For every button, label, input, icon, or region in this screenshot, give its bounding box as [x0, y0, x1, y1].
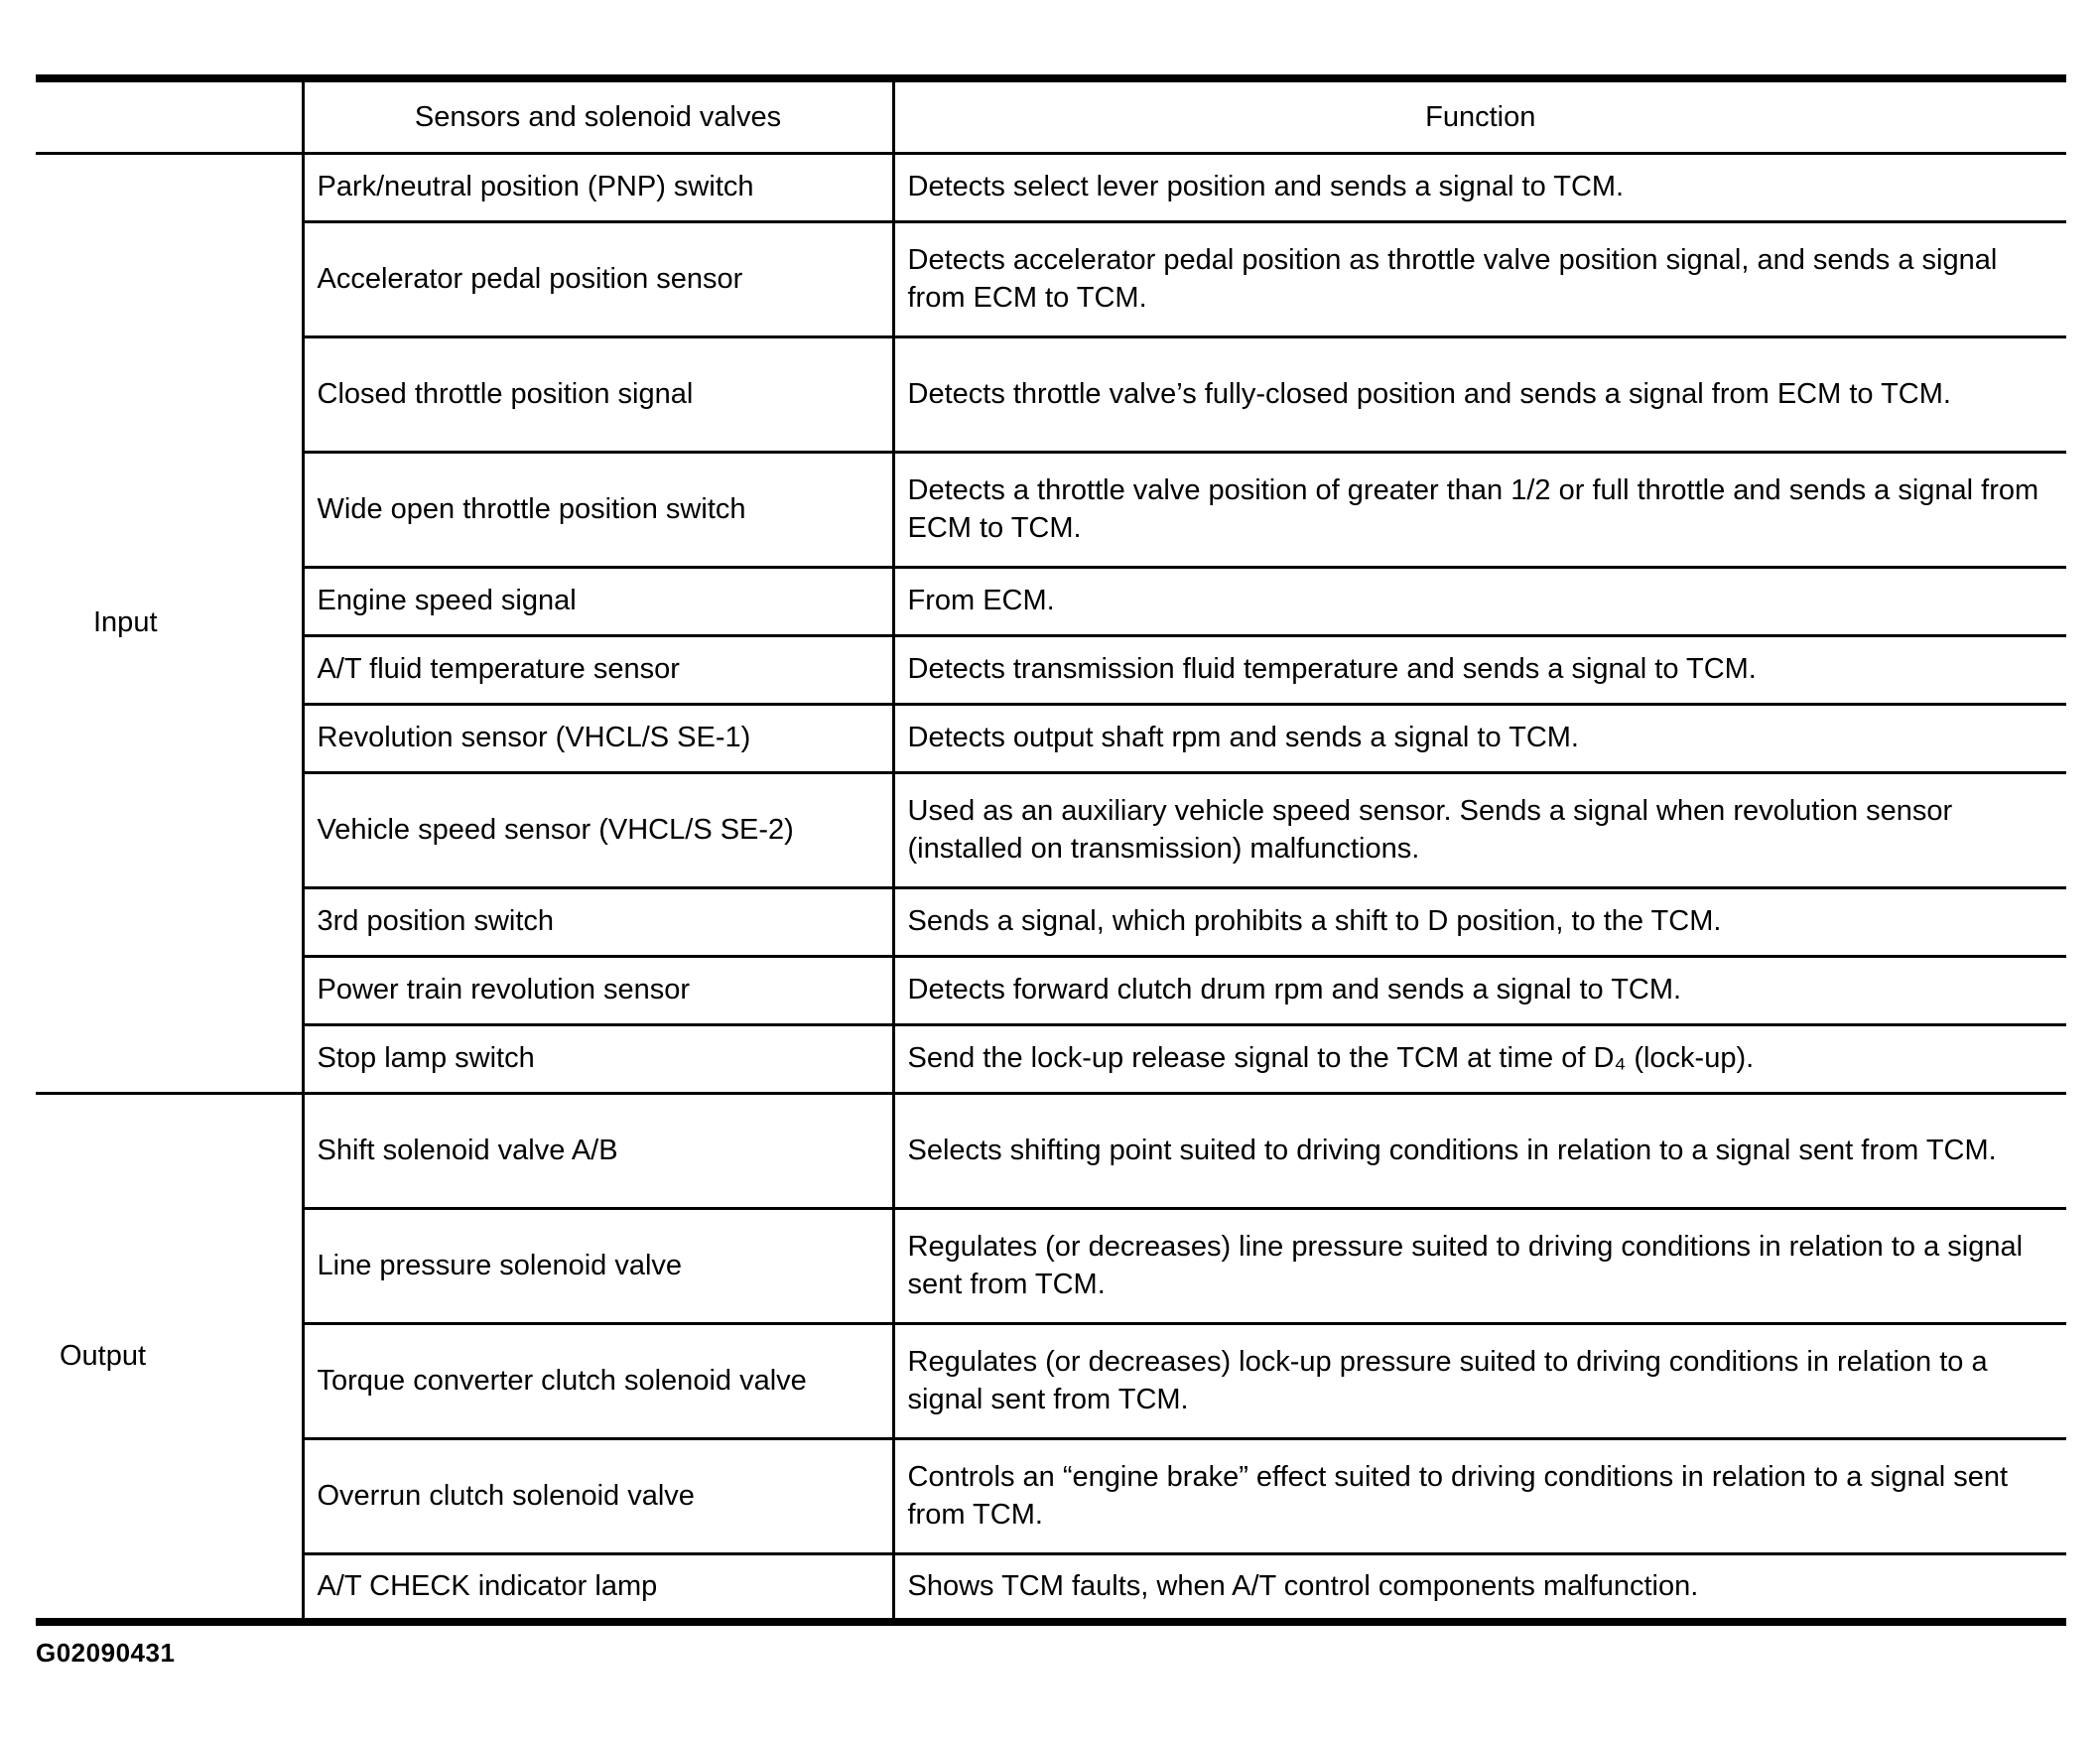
function-cell: Detects forward clutch drum rpm and sends a signal to TCM. [893, 956, 2066, 1024]
function-cell: From ECM. [893, 567, 2066, 635]
sensors-header: Sensors and solenoid valves [303, 78, 893, 153]
sensor-cell: Wide open throttle position switch [303, 452, 893, 567]
sensor-cell: Stop lamp switch [303, 1024, 893, 1093]
function-cell: Detects throttle valve’s fully-closed position and sends a signal from ECM to TCM. [893, 336, 2066, 452]
function-header: Function [893, 78, 2066, 153]
sensor-cell: Revolution sensor (VHCL/S SE-1) [303, 704, 893, 772]
table-row [36, 452, 2066, 567]
figure-id: G02090431 [36, 1638, 176, 1668]
table-row [36, 221, 2066, 336]
function-cell: Send the lock-up release signal to the TCM at time of D₄ (lock-up). [893, 1024, 2066, 1093]
function-cell: Controls an “engine brake” effect suited to driving conditions in relation to a signal sent from TCM. [893, 1438, 2066, 1553]
table-row [36, 336, 2066, 452]
table-row [36, 1438, 2066, 1553]
table-row [36, 153, 2066, 221]
sensor-cell: Engine speed signal [303, 567, 893, 635]
table-row [36, 1208, 2066, 1323]
sensor-cell: Park/neutral position (PNP) switch [303, 153, 893, 221]
function-cell: Selects shifting point suited to driving conditions in relation to a signal sent from TCM. [893, 1093, 2066, 1208]
sensor-cell: Overrun clutch solenoid valve [303, 1438, 893, 1553]
header-row [36, 78, 2066, 153]
corner-cell [36, 78, 303, 153]
function-cell: Detects a throttle valve position of greater than 1/2 or full throttle and sends a signal from ECM to TCM. [893, 452, 2066, 567]
sensor-cell: Line pressure solenoid valve [303, 1208, 893, 1323]
table-row [36, 1024, 2066, 1093]
sensors-function-table [36, 74, 2066, 1626]
sensor-cell: 3rd position switch [303, 887, 893, 956]
sensor-cell: Power train revolution sensor [303, 956, 893, 1024]
sensor-cell: A/T CHECK indicator lamp [303, 1553, 893, 1622]
sensor-cell: Shift solenoid valve A/B [303, 1093, 893, 1208]
sensor-cell: Torque converter clutch solenoid valve [303, 1323, 893, 1438]
function-cell: Regulates (or decreases) line pressure suited to driving conditions in relation to a signal sent from TCM. [893, 1208, 2066, 1323]
function-cell: Detects output shaft rpm and sends a signal to TCM. [893, 704, 2066, 772]
table-row [36, 1553, 2066, 1622]
sensor-cell: A/T fluid temperature sensor [303, 635, 893, 704]
function-cell: Shows TCM faults, when A/T control components malfunction. [893, 1553, 2066, 1622]
sensor-cell: Closed throttle position signal [303, 336, 893, 452]
sensor-cell: Accelerator pedal position sensor [303, 221, 893, 336]
table-row [36, 772, 2066, 887]
table-row [36, 704, 2066, 772]
table-row [36, 567, 2066, 635]
table-row [36, 956, 2066, 1024]
function-cell: Detects accelerator pedal position as throttle valve position signal, and sends a signal from ECM to TCM. [893, 221, 2066, 336]
function-cell: Detects transmission fluid temperature and sends a signal to TCM. [893, 635, 2066, 704]
function-cell: Regulates (or decreases) lock-up pressure suited to driving conditions in relation to a signal sent from TCM. [893, 1323, 2066, 1438]
function-cell: Used as an auxiliary vehicle speed sensor. Sends a signal when revolution sensor (installed on transmission) malfunctions. [893, 772, 2066, 887]
sensor-cell: Vehicle speed sensor (VHCL/S SE-2) [303, 772, 893, 887]
function-cell: Detects select lever position and sends a signal to TCM. [893, 153, 2066, 221]
table-row [36, 1093, 2066, 1208]
input-group-label: Input [36, 153, 303, 1093]
table-row [36, 1323, 2066, 1438]
table-row [36, 887, 2066, 956]
function-cell: Sends a signal, which prohibits a shift to D position, to the TCM. [893, 887, 2066, 956]
table-row [36, 635, 2066, 704]
output-group-label: Output [36, 1093, 303, 1622]
